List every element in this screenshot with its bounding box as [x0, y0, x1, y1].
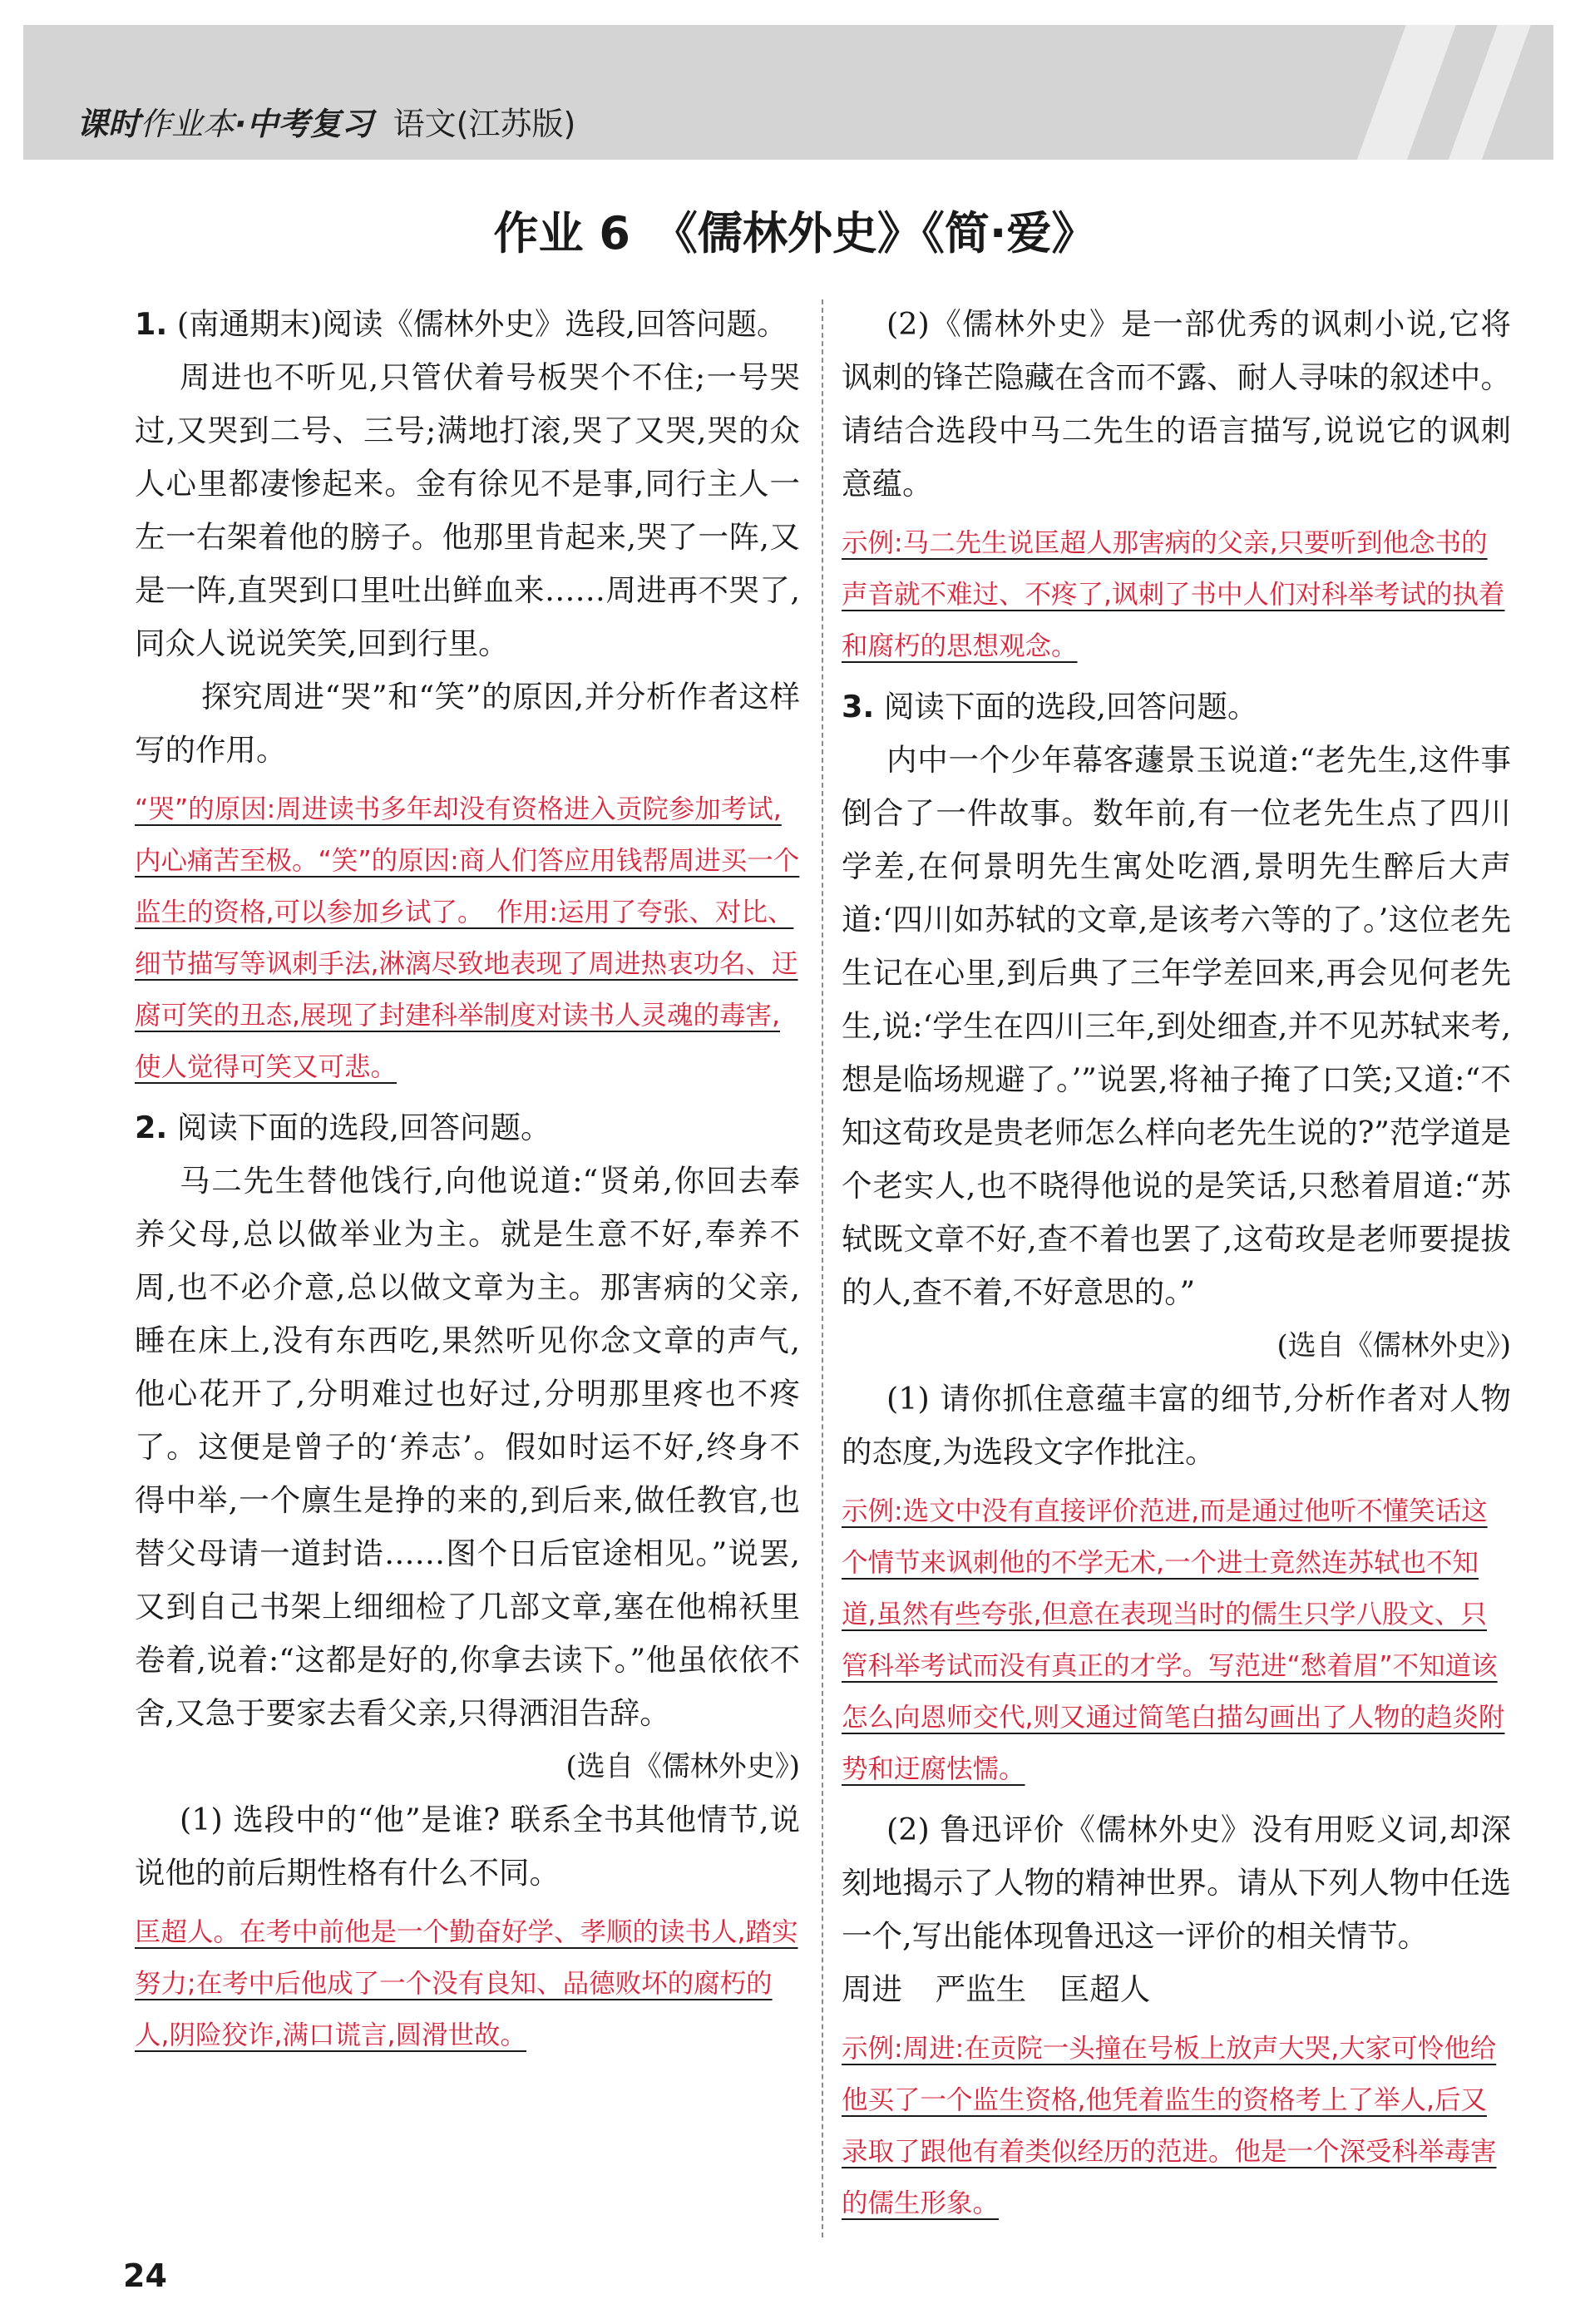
q2-source: (选自《儒林外史》)	[565, 1750, 800, 1783]
q2-number: 2.	[135, 1110, 168, 1145]
q3-prompt	[842, 680, 1511, 734]
page-number: 24	[123, 2257, 167, 2294]
q1-number: 1.	[135, 306, 168, 342]
left-column	[135, 298, 800, 2069]
q3-sub2-question: (2) 鲁迅评价《儒林外史》没有用贬义词,却深刻地揭示了人物的精神世界。请从下列人物中任选一个,写出能体现鲁迅这一评价的相关情节。	[842, 1812, 1511, 1954]
q2-sub2-question: (2)《儒林外史》是一部优秀的讽刺小说,它将讽刺的锋芒隐藏在含而不露、耐人寻味的叙述中。请结合选段中马二先生的语言描写,说说它的讽刺意蕴。	[842, 306, 1511, 502]
person-option: 周进	[842, 1971, 902, 2007]
series-subject: 语文(江苏版)	[393, 106, 576, 142]
person-option: 严监生	[935, 1971, 1027, 2007]
q3-passage: 内中一个少年幕客蘧景玉说道:“老先生,这件事倒合了一件故事。数年前,有一位老先生点了四川学差,在何景明先生寓处吃酒,景明先生醉后大声道:‘四川如苏轼的文章,是该考六等的了。’这位老先生记在心里,到后典了三年学差回来,再会见何老先生,说:‘学生在四川三年,到处细查,并不见苏轼来考,想是临场规避了。’”说罢,将袖子掩了口笑;又道:“不知这荀玫是贵老师怎么样向老先生说的?”范学道是个老实人,也不晓得他说的是笑话,只愁着眉道:“苏轼既文章不好,查不着也罢了,这荀玫是老师要提拔的人,查不着,不好意思的。”	[842, 742, 1511, 1310]
person-option: 匡超人	[1059, 1971, 1151, 2007]
column-divider	[822, 299, 823, 2237]
q2-prompt	[135, 1101, 800, 1155]
q3-sub2-answer: 示例:周进:在贡院一头撞在号板上放声大哭,大家可怜他给他买了一个监生资格,他凭着监生的资格考上了举人,后又录取了跟他有着类似经历的范进。他是一个深受科举毒害的儒生形象。	[842, 2034, 1497, 2218]
q3-sub1-question: (1) 请你抓住意蕴丰富的细节,分析作者对人物的态度,为选段文字作批注。	[842, 1381, 1511, 1470]
right-column	[842, 298, 1511, 2237]
q3-person-options	[842, 1963, 1511, 2016]
series-edition: 中考复习	[246, 106, 373, 142]
q3-number: 3.	[842, 689, 875, 724]
q3-sub1-answer: 示例:选文中没有直接评价范进,而是通过他听不懂笑话这个情节来讽刺他的不学无术,一个进士竟然连苏轼也不知道,虽然有些夸张,但意在表现当时的儒生只学八股文、只管科举考试而没有真正的才学。写范进“愁着眉”不知道该怎么向恩师交代,则又通过简笔白描勾画出了人物的趋炎附势和迂腐怯懦。	[842, 1496, 1505, 1784]
q1-passage: 周进也不听见,只管伏着号板哭个不住;一号哭过,又哭到二号、三号;满地打滚,哭了又哭,哭的众人心里都凄惨起来。金有徐见不是事,同行主人一左一右架着他的膀子。他那里肯起来,哭了一阵,又是一阵,直哭到口里吐出鲜血来……周进再不哭了,同众人说说笑笑,回到行里。	[135, 359, 800, 661]
series-header	[77, 98, 575, 144]
q2-prompt-text: 阅读下面的选段,回答问题。	[176, 1110, 551, 1145]
q2-passage: 马二先生替他饯行,向他说道:“贤弟,你回去奉养父母,总以做举业为主。就是生意不好,奉养不周,也不必介意,总以做文章为主。那害病的父亲,睡在床上,没有东西吃,果然听见你念文章的声气,他心花开了,分明难过也好过,分明那里疼也不疼了。这便是曾子的‘养志’。假如时运不好,终身不得中举,一个廪生是挣的来的,到后来,做任教官,也替父母请一道封诰……图个日后宦途相见。”说罢,又到自己书架上细细检了几部文章,塞在他棉袄里卷着,说着:“这都是好的,你拿去读下。”他虽依依不舍,又急于要家去看父亲,只得洒泪告辞。	[135, 1163, 800, 1731]
series-dot: ·	[235, 106, 247, 142]
q1-question: 探究周进“哭”和“笑”的原因,并分析作者这样写的作用。	[135, 679, 800, 768]
q3-prompt-text: 阅读下面的选段,回答问题。	[883, 689, 1258, 724]
series-brand: 课时	[77, 106, 141, 142]
q1-answer: “哭”的原因:周进读书多年却没有资格进入贡院参加考试,内心痛苦至极。“笑”的原因:商人们答应用钱帮周进买一个监生的资格,可以参加乡试了。 作用:运用了夸张、对比、细节描写等讽刺手法,淋漓尽致地表现了周进热衷功名、迂腐可笑的丑态,展现了封建科举制度对读书人灵魂的毒害,使人觉得可笑又可悲。	[135, 794, 800, 1082]
q3-source: (选自《儒林外史》)	[1276, 1329, 1511, 1362]
header-decoration	[1346, 25, 1462, 160]
q2-sub1-question: (1) 选段中的“他”是谁? 联系全书其他情节,说说他的前后期性格有什么不同。	[135, 1802, 800, 1891]
q1-prompt-text: (南通期末)阅读《儒林外史》选段,回答问题。	[176, 306, 788, 342]
q1-prompt	[135, 298, 800, 351]
q2-sub1-answer: 匡超人。在考中前他是一个勤奋好学、孝顺的读书人,踏实努力;在考中后他成了一个没有良知、品德败坏的腐朽的人,阴险狡诈,满口谎言,圆滑世故。	[135, 1917, 798, 2050]
header-decoration	[1437, 25, 1537, 160]
q2-sub2-answer: 示例:马二先生说匡超人那害病的父亲,只要听到他念书的声音就不难过、不疼了,讽刺了书中人们对科举考试的执着和腐朽的思想观念。	[842, 528, 1505, 661]
page-title: 作业 6 《儒林外史》《简·爱》	[493, 207, 1097, 260]
series-name: 作业本	[140, 106, 235, 142]
